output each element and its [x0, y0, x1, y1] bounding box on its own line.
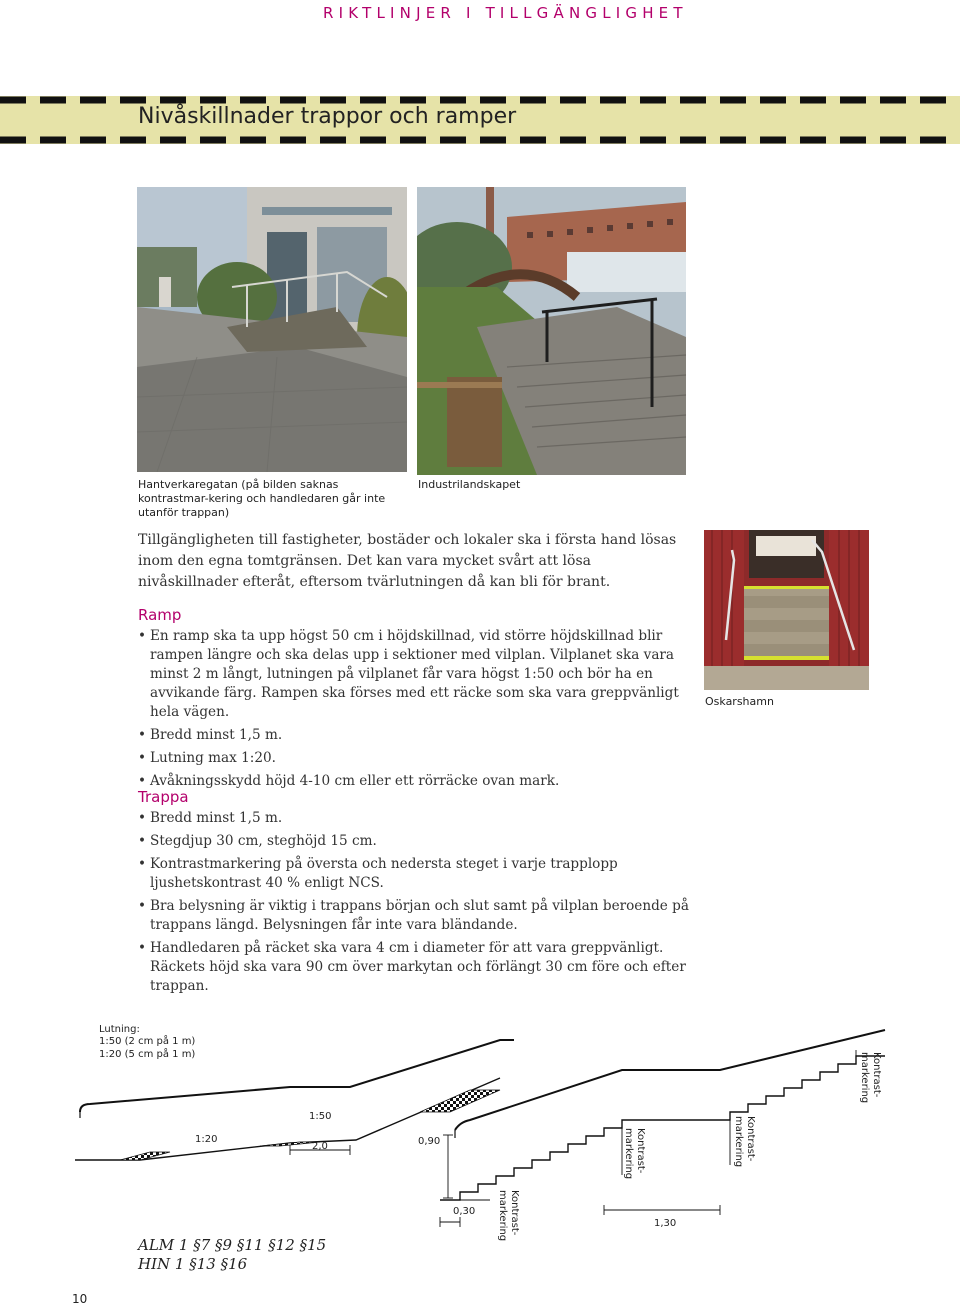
contrast-text: Kontrast- markering [859, 1052, 882, 1104]
caption-oskarshamn: Oskarshamn [705, 695, 774, 708]
list-item: • Bredd minst 1,5 m. [138, 809, 698, 828]
ramp-list [138, 627, 698, 795]
list-item: • En ramp ska ta upp högst 50 cm i höjdskillnad, vid större höjdskillnad blir rampen längre och ska delas upp i sektioner med vilplan. Vilplanet ska vara minst 2 m långt, lutningen på vilplanet får vara högst 1:50 och bör ha en avvikande färg. Rampen ska förses med ett räcke som ska vara greppvänligt hela vägen. [138, 627, 698, 722]
label-rail-height: 0,90 [418, 1136, 441, 1147]
intro-paragraph: Tillgängligheten till fastigheter, bostäder och lokaler ska i första hand lösas inom den egna tomtgränsen. Det kan vara mycket svårt att lösa nivåskillnader efteråt, eftersom tvärlutningen då kan bli för brant. [138, 532, 677, 590]
list-item: • Avåkningsskydd höjd 4-10 cm eller ett rörräcke ovan mark. [138, 772, 698, 791]
reference-hin: HIN 1 §13 §16 [138, 1255, 248, 1273]
ramp-heading: Ramp [138, 606, 182, 624]
list-item: • Kontrastmarkering på översta och nedersta steget i varje trapplopp ljushetskontrast 40 % enligt NCS. [138, 855, 698, 893]
list-item: • Lutning max 1:20. [138, 749, 698, 768]
label-contrast-bottom [496, 1190, 520, 1241]
reference-alm: ALM 1 §7 §9 §11 §12 §15 [138, 1236, 327, 1254]
contrast-text: Kontrast- markering [497, 1190, 520, 1242]
dash-border-bottom [0, 136, 960, 144]
contrast-text: Kontrast- markering [733, 1116, 756, 1168]
photo-oskarshamn [704, 530, 869, 690]
page-title: Nivåskillnader trappor och ramper [138, 104, 517, 129]
caption-hantverkaregatan: Hantverkaregatan (på bilden saknas kontrastmar-kering och handledaren går inte utanför trappan) [138, 478, 386, 519]
label-slope-1-20: 1:20 [195, 1134, 218, 1145]
contrast-text: Kontrast- markering [623, 1128, 646, 1180]
legend-slope-1-20: 1:20 (5 cm på 1 m) [99, 1049, 196, 1060]
title-band [0, 96, 960, 144]
list-item: • Handledaren på räcket ska vara 4 cm i diameter för att vara greppvänligt. Räckets höjd ska vara 90 cm över markytan och förlängt 30 cm före och efter trappan. [138, 939, 698, 996]
caption-industrilandskapet: Industrilandskapet [418, 478, 521, 491]
label-contrast-mid-lower [622, 1128, 646, 1179]
photo-hantverkaregatan [137, 187, 407, 472]
list-item: • Bredd minst 1,5 m. [138, 726, 698, 745]
photo-industrilandskapet [417, 187, 686, 475]
references [138, 1236, 326, 1274]
label-landing-length: 2,0 [312, 1141, 328, 1152]
legend-slope-1-50: 1:50 (2 cm på 1 m) [99, 1036, 196, 1047]
ramp-stair-diagram [0, 1010, 960, 1250]
trappa-list [138, 809, 698, 1000]
running-header: RIKTLINJER I TILLGÄNGLIGHET [323, 4, 688, 22]
list-item: • Bra belysning är viktig i trappans början och slut samt på vilplan beroende på trappans längd. Belysningen får inte vara bländande. [138, 897, 698, 935]
legend-title: Lutning: [99, 1024, 140, 1035]
list-item: • Stegdjup 30 cm, steghöjd 15 cm. [138, 832, 698, 851]
label-slope-1-50: 1:50 [309, 1111, 332, 1122]
label-rail-extension-end: 1,30 [654, 1218, 677, 1229]
dash-border-top [0, 96, 960, 104]
label-contrast-top [858, 1052, 882, 1103]
label-rail-extension-start: 0,30 [453, 1206, 476, 1217]
trappa-heading: Trappa [138, 788, 189, 806]
page-number: 10 [72, 1292, 88, 1306]
label-contrast-mid-upper [732, 1116, 756, 1167]
